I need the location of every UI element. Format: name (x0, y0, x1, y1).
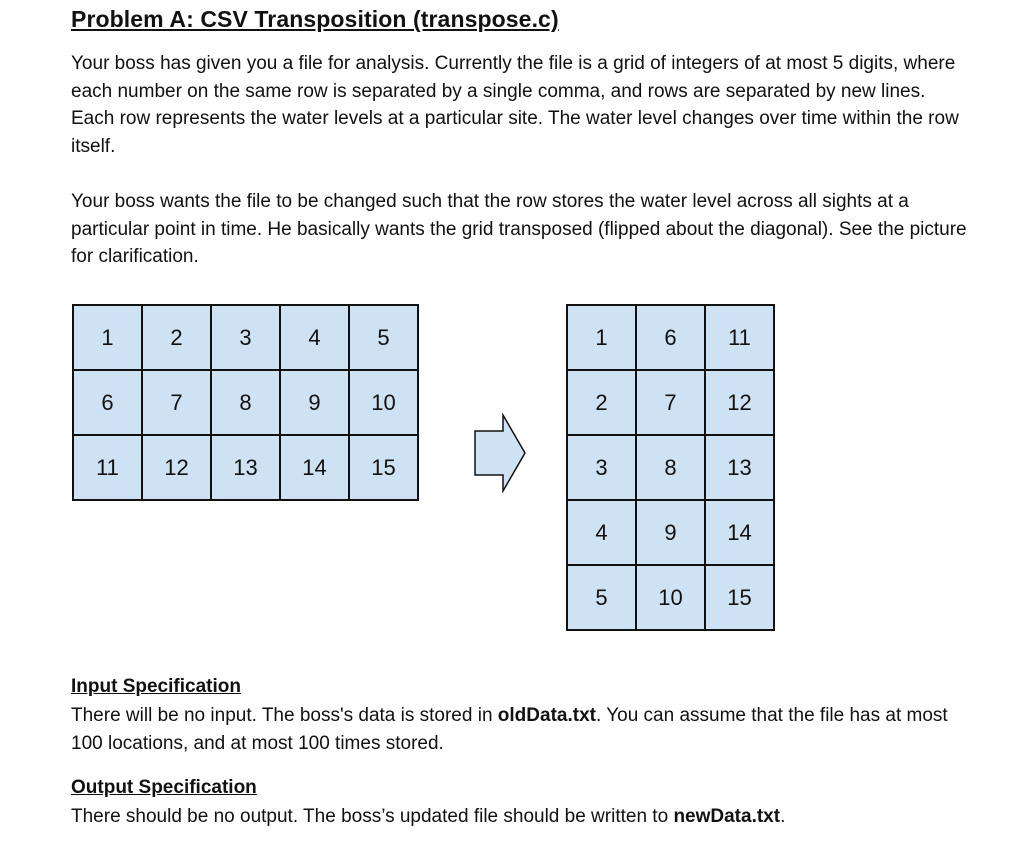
grid-cell: 15 (705, 565, 774, 630)
grid-cell: 11 (705, 305, 774, 370)
grid-cell: 3 (567, 435, 636, 500)
grid-cell: 7 (636, 370, 705, 435)
grid-cell: 5 (349, 305, 418, 370)
grid-row (567, 500, 774, 565)
input-spec-heading: Input Specification (71, 676, 241, 697)
grid-cell: 6 (73, 370, 142, 435)
grid-cell: 1 (567, 305, 636, 370)
grid-row (73, 435, 418, 500)
grid-cell: 6 (636, 305, 705, 370)
grid-cell: 12 (705, 370, 774, 435)
grid-cell: 2 (567, 370, 636, 435)
grid-cell: 4 (567, 500, 636, 565)
grid-cell: 5 (567, 565, 636, 630)
task-paragraph: Your boss wants the file to be changed such that the row stores the water level across all sights at a particular point in time. He basically wants the grid transposed (flipped about the diagonal). See the picture for clarification. (71, 191, 967, 268)
output-spec-text (71, 803, 971, 831)
problem-title: Problem A: CSV Transposition (transpose.c) (71, 6, 559, 32)
grid-row (567, 435, 774, 500)
right-arrow-icon (473, 413, 527, 493)
grid-cell: 11 (73, 435, 142, 500)
output-spec-text-start: There should be no output. The boss’s updated file should be written to (71, 806, 674, 827)
grid-cell: 1 (73, 305, 142, 370)
output-spec-text-end: . (780, 806, 786, 827)
input-spec-text (71, 702, 971, 757)
grid-cell: 2 (142, 305, 211, 370)
grid-cell: 10 (349, 370, 418, 435)
input-filename: oldData.txt (497, 705, 596, 726)
grid-row (567, 565, 774, 630)
grid-cell: 14 (280, 435, 349, 500)
grid-cell: 3 (211, 305, 280, 370)
grid-cell: 10 (636, 565, 705, 630)
grid-cell: 8 (211, 370, 280, 435)
grid-row (73, 370, 418, 435)
grid-cell: 15 (349, 435, 418, 500)
grid-cell: 13 (705, 435, 774, 500)
grid-cell: 7 (142, 370, 211, 435)
grid-cell: 9 (636, 500, 705, 565)
output-spec-heading: Output Specification (71, 777, 257, 798)
grid-cell: 14 (705, 500, 774, 565)
description-paragraph: Your boss has given you a file for analysis. Currently the file is a grid of integers of at most 5 digits, where each number on the same row is separated by a single comma, and rows are separated by new lines. Each row represents the water levels at a particular site. The water level changes over time within the row itself. (71, 53, 959, 157)
transposed-grid-table (566, 304, 775, 631)
output-filename: newData.txt (673, 806, 781, 827)
grid-cell: 12 (142, 435, 211, 500)
grid-row (567, 370, 774, 435)
grid-cell: 4 (280, 305, 349, 370)
grid-cell: 8 (636, 435, 705, 500)
grid-row (567, 305, 774, 370)
original-grid-table (72, 304, 419, 501)
grid-row (73, 305, 418, 370)
input-spec-text-end: . You can assume that the file has at most 100 locations, and at most 100 times stored. (71, 705, 948, 754)
input-spec-text-start: There will be no input. The boss's data is stored in (71, 705, 498, 726)
grid-cell: 13 (211, 435, 280, 500)
grid-cell: 9 (280, 370, 349, 435)
